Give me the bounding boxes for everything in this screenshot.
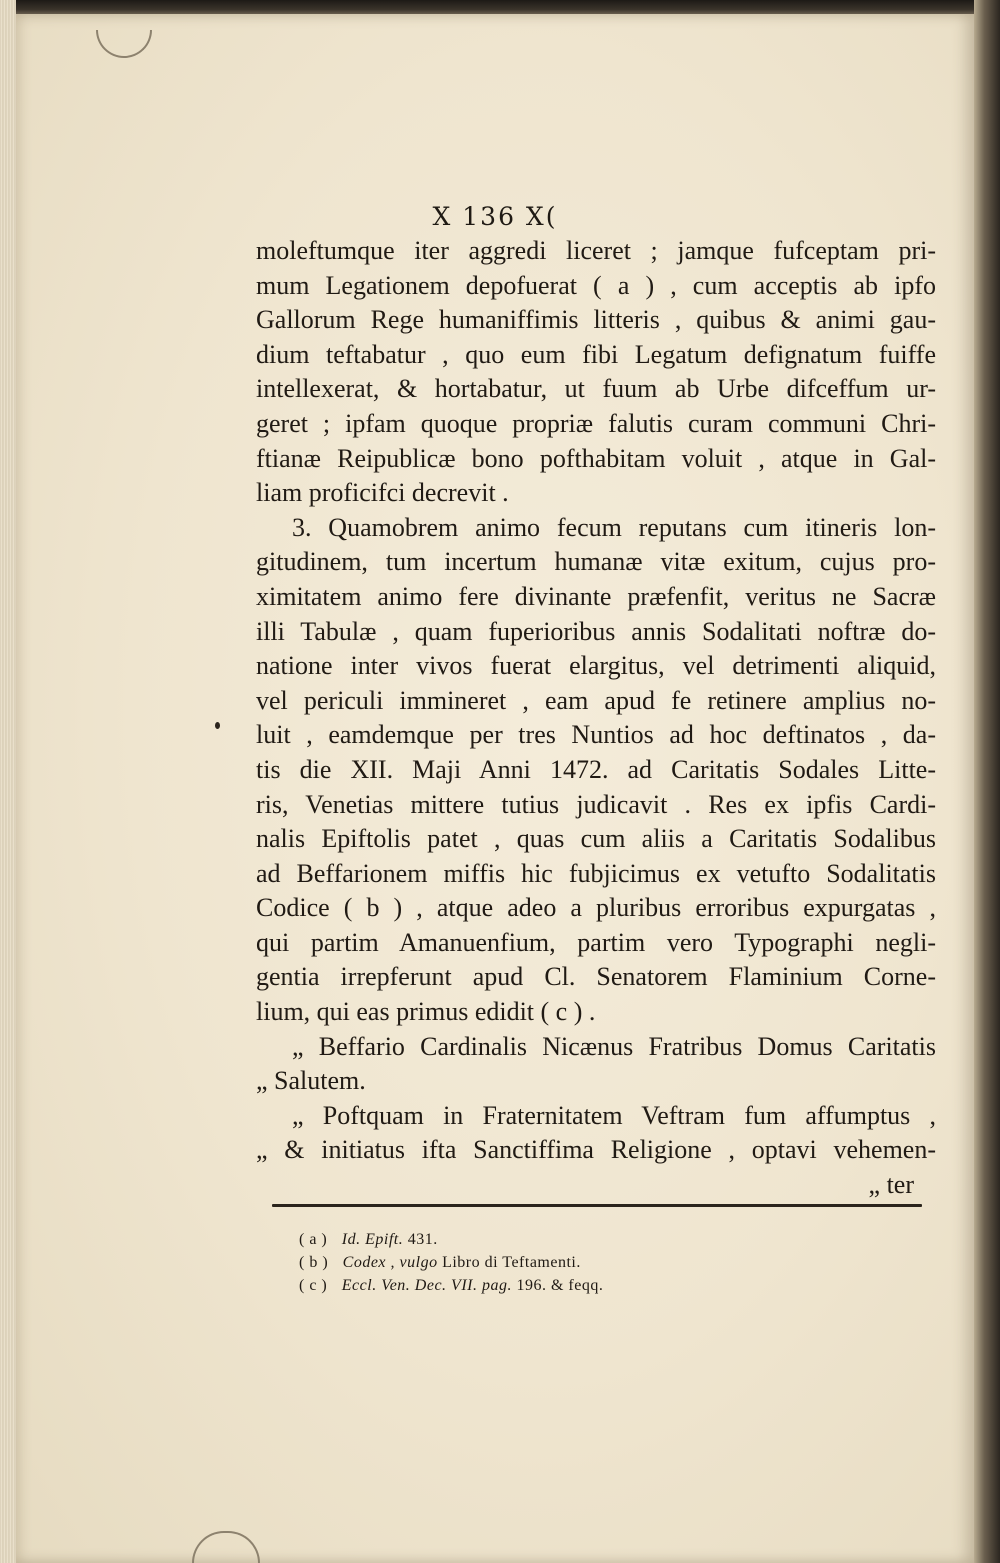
text-line: gitudinem, tum incertum humanæ vitæ exitum, cujus pro-: [256, 547, 936, 577]
text-line: Codice ( b ) , atque adeo a pluribus erroribus expurgatas ,: [256, 893, 936, 923]
footnote-source: Codex , vulgo: [342, 1254, 438, 1271]
footnote-text: 431.: [407, 1231, 438, 1248]
text-line: intellexerat, & hortabatur, ut fuum ab Urbe difceffum ur-: [256, 374, 936, 404]
text-line: ximitatem animo fere divinante præfenfit, veritus ne Sacræ: [256, 581, 936, 611]
body-text: [256, 234, 936, 1203]
text-line: liam proficifci decrevit .: [256, 478, 509, 508]
text-line: „ Salutem.: [256, 1066, 366, 1096]
text-line: luit , eamdemque per tres Nuntios ad hoc deftinatos , da-: [256, 720, 936, 750]
text-line: ris, Venetias mittere tutius judicavit . Res ex ipfis Cardi-: [256, 789, 936, 819]
text-line: illi Tabulæ , quam fuperioribus annis Sodalitati noftræ do-: [256, 616, 936, 646]
text-line: „ Poftquam in Fraternitatem Veftram fum affumptus ,: [292, 1100, 936, 1130]
text-line: nalis Epiftolis patet , quas cum aliis a Caritatis Sodalibus: [256, 824, 936, 854]
text-line: moleftumque iter aggredi liceret ; jamque fufceptam pri-: [256, 236, 936, 265]
text-line: ad Beffarionem miffis hic fubjicimus ex vetufto Sodalitatis: [256, 858, 936, 888]
footnote-mark: ( a ): [299, 1231, 328, 1248]
footnote-text: Libro di Teftamenti.: [442, 1254, 581, 1271]
text-line: tis die XII. Maji Anni 1472. ad Caritatis Sodales Litte-: [256, 754, 936, 784]
footnote: [299, 1274, 939, 1297]
gutter-shadow: [974, 0, 1000, 1563]
footnote-rule: [272, 1204, 922, 1207]
ink-spot: [215, 722, 220, 729]
footnote-source: Eccl. Ven. Dec. VII. pag.: [341, 1277, 512, 1294]
footnote-mark: ( b ): [299, 1254, 329, 1271]
text-line: „ Beffario Cardinalis Nicænus Fratribus Domus Caritatis: [292, 1031, 936, 1061]
text-line: geret ; ipfam quoque propriæ falutis curam communi Chri-: [256, 408, 936, 438]
footnote: [299, 1251, 939, 1274]
text-line: Gallorum Rege humaniffimis litteris , quibus & animi gau-: [256, 305, 936, 335]
text-line: gentia irrepferunt apud Cl. Senatorem Flaminium Corne-: [256, 962, 936, 992]
page-stack-edge: [0, 0, 16, 1563]
page-corner-fold: [192, 1531, 260, 1563]
text-line: lium, qui eas primus edidit ( c ) .: [256, 997, 596, 1027]
page-number-header: X 136 X(: [432, 202, 558, 231]
text-line: mum Legationem depofuerat ( a ) , cum acceptis ab ipfo: [256, 270, 936, 300]
footnote: [299, 1228, 939, 1251]
footnote-source: Id. Epift.: [341, 1231, 404, 1248]
footnote-text: 196. & feqq.: [516, 1277, 604, 1294]
footnotes: [299, 1228, 939, 1297]
text-line: 3. Quamobrem animo fecum reputans cum itineris lon-: [292, 512, 936, 542]
text-line: „ & initiatus ifta Sanctiffima Religione , optavi vehemen-: [256, 1135, 936, 1165]
footnote-mark: ( c ): [299, 1277, 328, 1294]
book-page: [16, 14, 974, 1563]
page-corner-curl: [96, 30, 152, 58]
text-line: vel periculi immineret , eam apud fe retinere amplius no-: [256, 685, 936, 715]
text-line: dium teftabatur , quo eum fibi Legatum defignatum fuiffe: [256, 339, 936, 369]
text-line: ftianæ Reipublicæ bono pofthabitam voluit , atque in Gal-: [256, 443, 936, 473]
catchword: „ ter: [868, 1170, 914, 1200]
text-line: qui partim Amanuenfium, partim vero Typographi negli-: [256, 927, 936, 957]
text-line: natione inter vivos fuerat elargitus, vel detrimenti aliquid,: [256, 651, 936, 681]
